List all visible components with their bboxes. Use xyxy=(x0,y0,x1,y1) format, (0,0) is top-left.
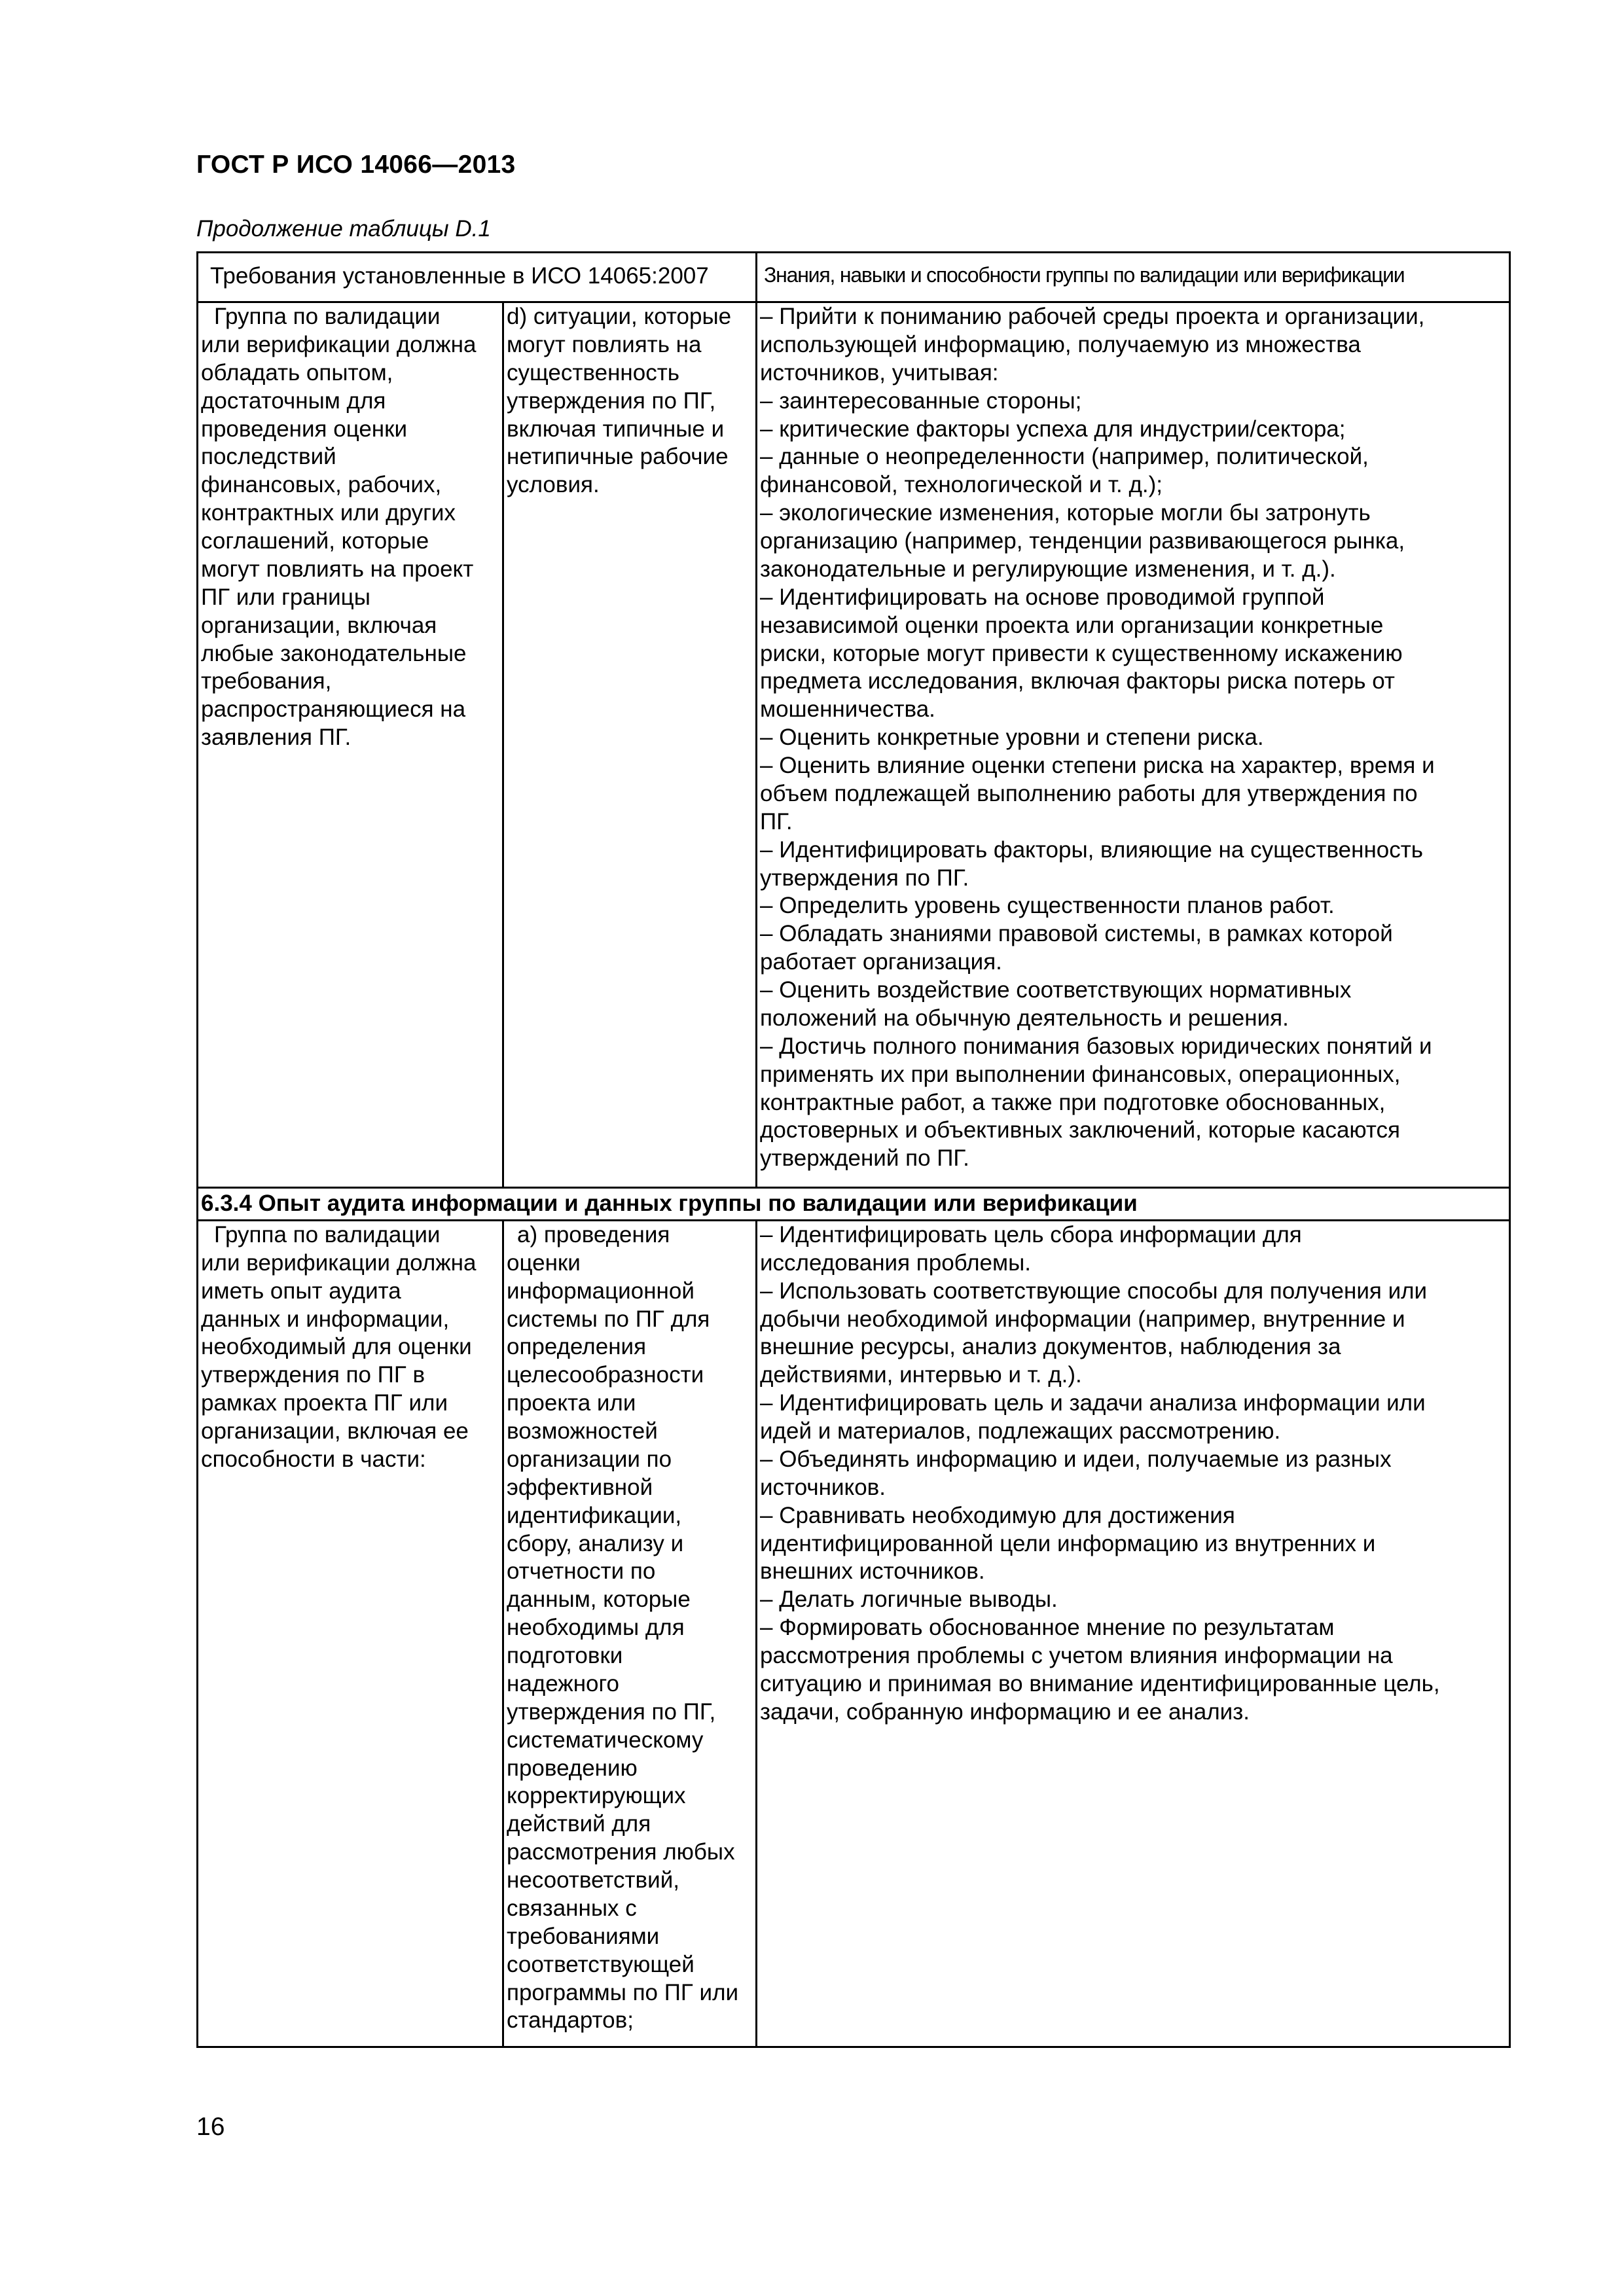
text-line: мошенничества. xyxy=(760,696,935,723)
text-line: добычи необходимой информации (например, внутренние и xyxy=(760,1306,1405,1332)
text-line: программы по ПГ или xyxy=(507,1979,739,2005)
text-line: рассмотрения проблемы с учетом влияния информации на xyxy=(760,1643,1393,1668)
text-line: – Определить уровень существенности планов работ. xyxy=(760,893,1335,919)
text-line: требованиями xyxy=(507,1923,660,1949)
text-line: – Объединять информацию и идеи, получаемые из разных xyxy=(760,1446,1392,1472)
text-line: иметь опыт аудита xyxy=(201,1278,401,1304)
text-line: – данные о неопределенности (например, политической, xyxy=(760,444,1369,470)
text-line: существенность xyxy=(507,359,679,386)
section-row xyxy=(198,1188,1510,1221)
text-line: d) ситуации, которые xyxy=(507,304,732,329)
text-line: финансовых, рабочих, xyxy=(201,472,442,498)
header-knowledge-skills: Знания, навыки и способности группы по валидации или верификации xyxy=(757,253,1510,302)
text-line: данным, которые xyxy=(507,1587,691,1613)
text-line: работает организация. xyxy=(760,949,1002,975)
text-line: действиями, интервью и т. д.). xyxy=(760,1362,1082,1388)
text-line: эффективной xyxy=(507,1474,653,1500)
text-line: любые законодательные xyxy=(201,640,467,666)
text-line: – Делать логичные выводы. xyxy=(760,1587,1058,1613)
text-line: стандартов; xyxy=(507,2007,634,2034)
text-line: использующей информацию, получаемую из множества xyxy=(760,331,1361,357)
text-line: – экологические изменения, которые могли бы затронуть xyxy=(760,500,1371,526)
row1-requirement-cell xyxy=(198,302,503,1188)
text-line: сбору, анализу и xyxy=(507,1530,684,1556)
text-line: применять их при выполнении финансовых, операционных, xyxy=(760,1061,1401,1087)
text-line: – Идентифицировать цель сбора информации для xyxy=(760,1221,1302,1247)
text-line: распространяющиеся на xyxy=(201,696,466,723)
text-line: достаточным для xyxy=(201,387,386,414)
text-line: положений на обычную деятельность и решения. xyxy=(760,1005,1289,1031)
text-line: – Использовать соответствующие способы для получения или xyxy=(760,1278,1428,1304)
requirements-table xyxy=(196,251,1511,2048)
text-line: идентифицированной цели информацию из внутренних и xyxy=(760,1530,1376,1556)
page-number: 16 xyxy=(196,2113,225,2141)
text-line: финансовой, технологической и т. д.); xyxy=(760,472,1163,498)
text-line: утверждения по ПГ. xyxy=(760,865,969,891)
text-line: – Обладать знаниями правовой системы, в рамках которой xyxy=(760,921,1393,947)
text-line: или верификации должна xyxy=(201,1249,477,1276)
text-line: необходимы для xyxy=(507,1615,685,1641)
text-line: рассмотрения любых xyxy=(507,1839,735,1865)
text-line: – Оценить конкретные уровни и степени риска. xyxy=(760,725,1264,751)
text-line: внешних источников. xyxy=(760,1558,985,1585)
text-line: проведения оценки xyxy=(201,416,407,442)
text-line: заявления ПГ. xyxy=(201,725,352,751)
text-line: законодательные и регулирующие изменения, и т. д.). xyxy=(760,556,1336,582)
text-line: целесообразности xyxy=(507,1362,704,1388)
text-line: внешние ресурсы, анализ документов, наблюдения за xyxy=(760,1334,1341,1360)
text-line: – Оценить влияние оценки степени риска на характер, время и xyxy=(760,753,1435,778)
text-line: – критические факторы успеха для индустрии/сектора; xyxy=(760,416,1346,442)
text-line: данных и информации, xyxy=(201,1306,450,1332)
text-line: риски, которые могут привести к существенному искажению xyxy=(760,640,1403,666)
text-line: соответствующей xyxy=(507,1951,695,1977)
row2-requirement-cell xyxy=(198,1220,503,2047)
text-line: утверждений по ПГ. xyxy=(760,1145,969,1172)
text-line: объем подлежащей выполнению работы для утверждения по xyxy=(760,780,1418,806)
row1-situation-cell xyxy=(503,302,757,1188)
text-line: – Достичь полного понимания базовых юридических понятий и xyxy=(760,1033,1432,1059)
text-line: или верификации должна xyxy=(201,331,477,357)
text-line: – Оценить воздействие соответствующих нормативных xyxy=(760,977,1352,1003)
text-line: систематическому xyxy=(507,1727,704,1753)
text-line: включая типичные и xyxy=(507,416,725,442)
text-line: проведению xyxy=(507,1755,638,1781)
text-line: организации, включая ее xyxy=(201,1418,469,1444)
text-line: контрактных или других xyxy=(201,500,456,526)
table-row xyxy=(198,302,1510,1188)
text-line: идентификации, xyxy=(507,1502,682,1528)
text-line: ПГ или границы xyxy=(201,584,370,610)
text-line: – Сравнивать необходимую для достижения xyxy=(760,1502,1235,1528)
text-line: определения xyxy=(507,1334,647,1360)
text-line: контрактные работ, а также при подготовке обоснованных, xyxy=(760,1089,1386,1115)
text-line: организацию (например, тенденции развивающегося рынка, xyxy=(760,528,1405,554)
text-line: – Идентифицировать цель и задачи анализа информации или xyxy=(760,1390,1426,1416)
text-line: источников. xyxy=(760,1474,886,1500)
text-line: последствий xyxy=(201,444,336,470)
text-line: организации, включая xyxy=(201,612,437,638)
text-line: подготовки xyxy=(507,1643,623,1668)
text-line: утверждения по ПГ, xyxy=(507,387,716,414)
text-line: корректирующих xyxy=(507,1783,686,1809)
text-line: условия. xyxy=(507,472,600,498)
text-line: утверждения по ПГ в xyxy=(201,1362,425,1388)
text-line: способности в части: xyxy=(201,1446,426,1472)
text-line: проекта или xyxy=(507,1390,636,1416)
text-line: системы по ПГ для xyxy=(507,1306,710,1332)
text-line: организации по xyxy=(507,1446,672,1472)
row1-knowledge-cell xyxy=(757,302,1510,1188)
section-title: 6.3.4 Опыт аудита информации и данных группы по валидации или верификации xyxy=(198,1188,1510,1221)
table-row xyxy=(198,1220,1510,2047)
document-header: ГОСТ Р ИСО 14066—2013 xyxy=(196,151,516,179)
text-line: требования, xyxy=(201,668,332,694)
text-line: источников, учитывая: xyxy=(760,359,999,386)
text-line: а) проведения xyxy=(517,1221,670,1247)
text-line: обладать опытом, xyxy=(201,359,393,386)
text-line: информационной xyxy=(507,1278,695,1304)
text-line: несоответствий, xyxy=(507,1867,679,1893)
header-requirements: Требования установленные в ИСО 14065:2007 xyxy=(198,253,757,302)
text-line: действий для xyxy=(507,1811,651,1837)
text-line: связанных с xyxy=(507,1895,637,1921)
text-line: Группа по валидации xyxy=(214,304,441,329)
text-line: задачи, собранную информацию и ее анализ. xyxy=(760,1698,1250,1725)
text-line: – Идентифицировать факторы, влияющие на существенность xyxy=(760,836,1424,863)
text-line: отчетности по xyxy=(507,1558,656,1585)
text-line: – Формировать обоснованное мнение по результатам xyxy=(760,1615,1335,1641)
text-line: необходимый для оценки xyxy=(201,1334,472,1360)
text-line: могут повлиять на xyxy=(507,331,702,357)
text-line: идей и материалов, подлежащих рассмотрению. xyxy=(760,1418,1281,1444)
text-line: достоверных и объективных заключений, которые касаются xyxy=(760,1117,1400,1143)
text-line: ситуацию и принимая во внимание идентифицированные цель, xyxy=(760,1670,1440,1696)
text-line: – Идентифицировать на основе проводимой группой xyxy=(760,584,1325,610)
text-line: – Прийти к пониманию рабочей среды проекта и организации, xyxy=(760,304,1425,329)
text-line: – заинтересованные стороны; xyxy=(760,387,1082,414)
text-line: рамках проекта ПГ или xyxy=(201,1390,448,1416)
table-caption: Продолжение таблицы D.1 xyxy=(196,216,491,242)
text-line: исследования проблемы. xyxy=(760,1249,1031,1276)
text-line: могут повлиять на проект xyxy=(201,556,474,582)
text-line: независимой оценки проекта или организации конкретные xyxy=(760,612,1384,638)
table-header-row xyxy=(198,253,1510,302)
text-line: предмета исследования, включая факторы риска потерь от xyxy=(760,668,1395,694)
text-line: нетипичные рабочие xyxy=(507,444,729,470)
text-line: утверждения по ПГ, xyxy=(507,1698,716,1725)
text-line: соглашений, которые xyxy=(201,528,429,554)
text-line: Группа по валидации xyxy=(214,1221,441,1247)
text-line: надежного xyxy=(507,1670,619,1696)
text-line: возможностей xyxy=(507,1418,658,1444)
text-line: оценки xyxy=(507,1249,581,1276)
row2-situation-cell xyxy=(503,1220,757,2047)
text-line: ПГ. xyxy=(760,808,793,834)
row2-knowledge-cell xyxy=(757,1220,1510,2047)
